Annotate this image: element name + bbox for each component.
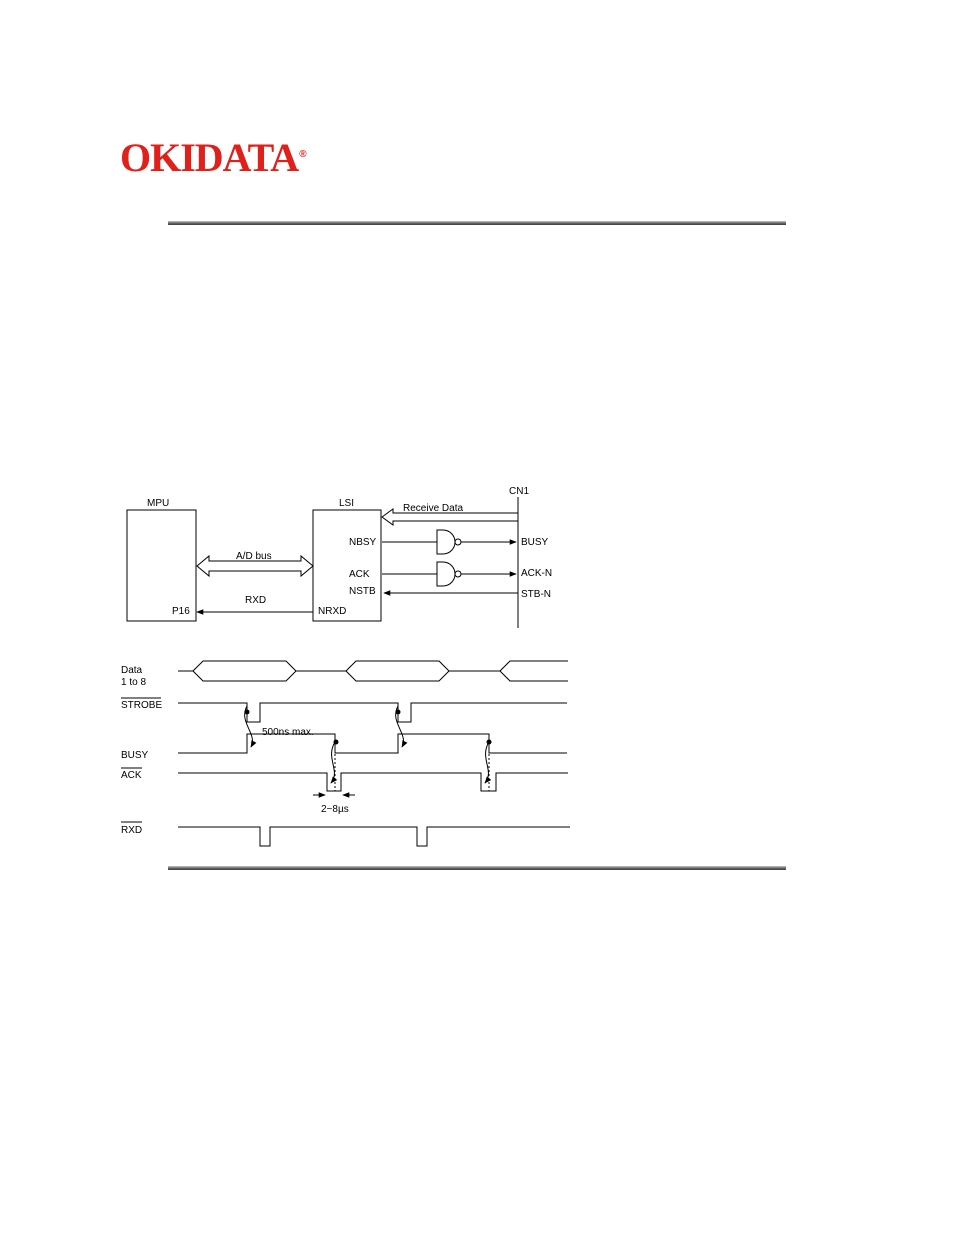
- block-diagram-labels: [147, 486, 552, 617]
- stbn-label: STB-N: [521, 589, 551, 600]
- rxd-timing-label: RXD: [121, 825, 143, 836]
- rxd-label: RXD: [245, 595, 267, 606]
- busy-transition-dot-1: [334, 740, 339, 745]
- logo-text: OKIDATA: [120, 135, 299, 180]
- busy-waveform: [178, 734, 567, 753]
- busy-inverter-bubble: [455, 539, 461, 545]
- ack-inverter-bubble: [455, 571, 461, 577]
- busy-inverter-gate: [437, 530, 455, 554]
- strobe-label: STROBE: [121, 700, 163, 711]
- timing-diagram: [121, 661, 570, 846]
- strobe-waveform: [178, 703, 567, 722]
- ack-inverter-gate: [437, 562, 455, 586]
- receive-data-label: Receive Data: [403, 503, 464, 514]
- ackn-label: ACK-N: [521, 568, 553, 579]
- nrxd-label: NRXD: [318, 606, 347, 617]
- timing-diagram-labels: [121, 665, 349, 836]
- busy-label: BUSY: [521, 537, 549, 548]
- busy-transition-dot-2: [487, 740, 492, 745]
- ad-bus-label: A/D bus: [236, 551, 272, 562]
- p16-label: P16: [172, 606, 190, 617]
- lsi-box: [313, 510, 381, 621]
- ack-label: ACK: [349, 569, 370, 580]
- data-waveform: [178, 661, 568, 681]
- nbsy-label: NBSY: [349, 537, 377, 548]
- mpu-label: MPU: [147, 498, 170, 509]
- busy-timing-label: BUSY: [121, 750, 149, 761]
- strobe-transition-dot-1: [245, 710, 250, 715]
- lsi-label: LSI: [339, 498, 355, 509]
- registered-mark: ®: [299, 148, 306, 160]
- busy-to-ack-arrow-1: [331, 742, 335, 783]
- ack-waveform: [178, 773, 568, 791]
- data-label-line1: Data: [121, 665, 143, 676]
- pulse-annotation: 2~8µs: [321, 804, 349, 815]
- ack-timing-label: ACK: [121, 770, 142, 781]
- data-label-line2: 1 to 8: [121, 677, 147, 688]
- strobe-transition-dot-2: [396, 710, 401, 715]
- busy-to-ack-arrow-2: [485, 742, 489, 783]
- delay-annotation: 500ns max.: [262, 727, 314, 738]
- cn1-label: CN1: [509, 486, 530, 497]
- mpu-box: [127, 510, 196, 621]
- rxd-waveform: [178, 827, 570, 846]
- nstb-label: NSTB: [349, 586, 376, 597]
